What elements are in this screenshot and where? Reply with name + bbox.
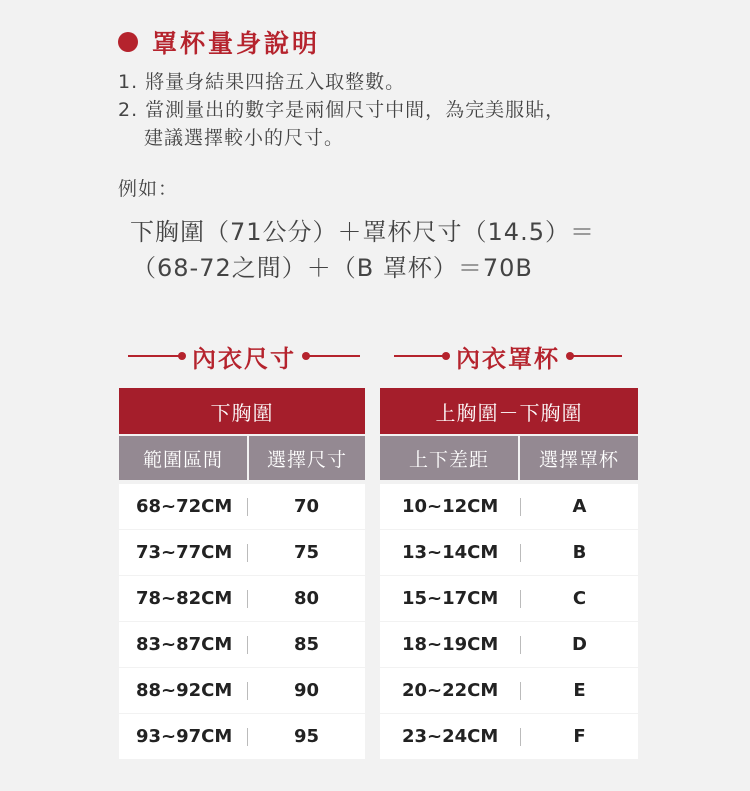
title-rule — [394, 355, 448, 357]
table-row — [119, 714, 365, 759]
formula-line: 下胸圍（71公分）＋罩杯尺寸（14.5）＝ — [130, 218, 595, 246]
size-cell: 75 — [293, 542, 320, 563]
table-row — [119, 530, 365, 575]
cup-size-table — [380, 388, 638, 759]
difference-cell: 15~17CM — [402, 588, 499, 609]
range-cell: 78~82CM — [136, 588, 233, 609]
table-row — [119, 622, 365, 667]
table-row — [380, 576, 638, 621]
column-header: 上下差距 — [380, 436, 518, 480]
instruction-line: 建議選擇較小的尺寸。 — [144, 127, 345, 149]
title-rule — [568, 355, 622, 357]
table-subheader — [380, 436, 638, 480]
table-row — [380, 484, 638, 529]
table-row — [119, 668, 365, 713]
table-row — [380, 622, 638, 667]
difference-cell: 10~12CM — [402, 496, 499, 517]
instruction-line: 2. 當測量出的數字是兩個尺寸中間，為完美服貼， — [118, 99, 566, 121]
size-cell: 95 — [293, 726, 320, 747]
cup-cell: B — [572, 542, 587, 563]
range-cell: 83~87CM — [136, 634, 233, 655]
cup-cell: D — [572, 634, 587, 655]
column-header: 選擇罩杯 — [520, 436, 638, 480]
cup-cell: A — [572, 496, 587, 517]
range-cell: 68~72CM — [136, 496, 233, 517]
table-header: 下胸圍 — [119, 388, 365, 434]
size-section-title — [128, 336, 360, 376]
column-header: 選擇尺寸 — [249, 436, 365, 480]
instruction-line: 1. 將量身結果四捨五入取整數。 — [118, 71, 406, 93]
table-row — [119, 576, 365, 621]
instructions — [118, 68, 565, 152]
difference-cell: 23~24CM — [402, 726, 499, 747]
cup-cell: F — [573, 726, 586, 747]
range-cell: 88~92CM — [136, 680, 233, 701]
range-cell: 73~77CM — [136, 542, 233, 563]
difference-cell: 20~22CM — [402, 680, 499, 701]
size-cell: 80 — [293, 588, 320, 609]
table-subheader — [119, 436, 365, 480]
table-row — [380, 714, 638, 759]
band-size-table — [119, 388, 365, 759]
range-cell: 93~97CM — [136, 726, 233, 747]
section-heading — [118, 24, 320, 60]
size-cell: 70 — [293, 496, 320, 517]
title-rule — [304, 355, 360, 357]
column-header: 範圍區間 — [119, 436, 247, 480]
cup-section-title — [394, 336, 622, 376]
bullet-dot-icon — [118, 32, 138, 52]
difference-cell: 13~14CM — [402, 542, 499, 563]
page-title: 罩杯量身說明 — [152, 29, 321, 58]
size-cell: 85 — [293, 634, 320, 655]
title-rule — [128, 355, 184, 357]
example-formula — [130, 214, 595, 286]
formula-line: （68-72之間）＋（B 罩杯）＝70B — [132, 254, 533, 282]
size-cell: 90 — [293, 680, 320, 701]
cup-section-label: 內衣罩杯 — [456, 343, 560, 373]
difference-cell: 18~19CM — [402, 634, 499, 655]
table-row — [380, 668, 638, 713]
table-row — [119, 484, 365, 529]
table-row — [380, 530, 638, 575]
size-section-label: 內衣尺寸 — [192, 343, 296, 373]
cup-cell: C — [572, 588, 587, 609]
cup-cell: E — [573, 680, 586, 701]
example-label: 例如： — [118, 178, 179, 200]
table-header: 上胸圍－下胸圍 — [380, 388, 638, 434]
